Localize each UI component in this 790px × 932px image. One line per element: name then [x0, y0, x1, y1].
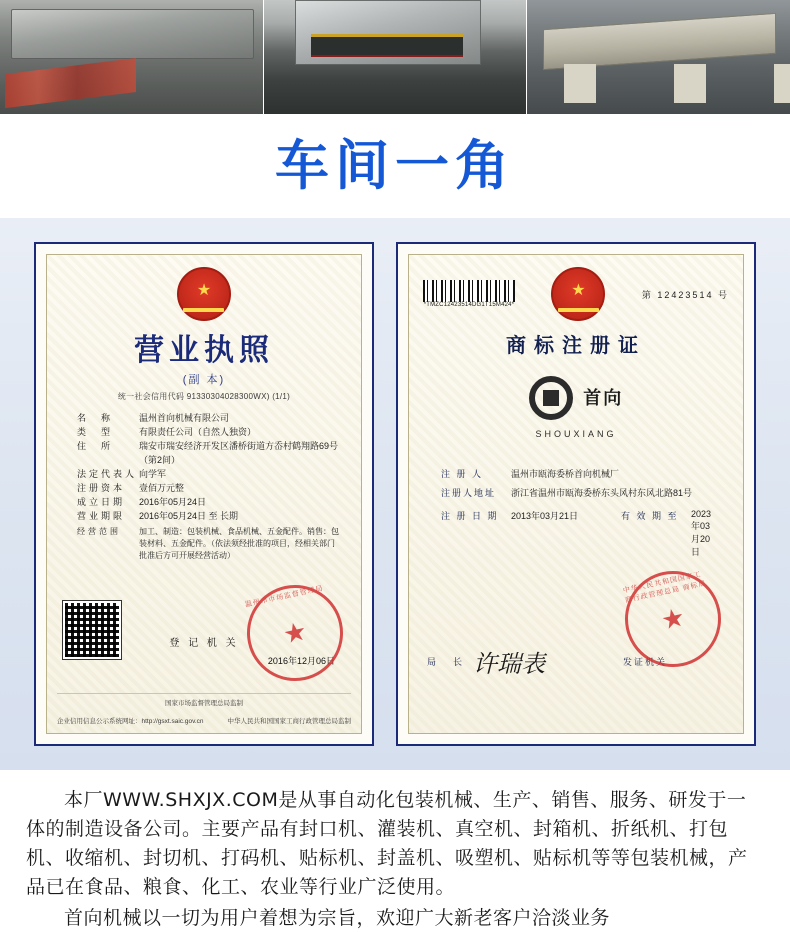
trademark-title: 商标注册证 — [423, 329, 729, 358]
trademark-field-key: 注册人地址 — [441, 484, 511, 503]
license-foot-note: 国家市场监督管理总局监制 — [57, 693, 351, 707]
intro-paragraph-1: 本厂WWW.SHXJX.COM是从事自动化包装机械、生产、销售、服务、研发于一体的制造设备公司。主要产品有封口机、灌装机、真空机、封箱机、折纸机、打包机、收缩机、封切机、打码机、贴标机、封盖机、吸塑机、贴标机等等包装机械，产品已在食品、粮食、化工、农业等行业广泛使用。 — [26, 786, 764, 902]
trademark-number-block — [642, 288, 729, 301]
license-field-row — [77, 510, 341, 524]
intro-paragraph-2: 首向机械以一切为用户着想为宗旨，欢迎广大新老客户洽淡业务 — [26, 904, 764, 932]
brand-name: 首向 — [583, 384, 623, 410]
license-field-row — [77, 426, 341, 440]
license-scope-key: 经营范围 — [77, 526, 139, 562]
emblem-bar — [183, 308, 224, 312]
certificates-panel — [0, 218, 790, 770]
photo-shade — [0, 0, 263, 114]
national-emblem-icon — [551, 267, 605, 321]
trademark-no-label: 第 — [642, 290, 653, 300]
license-field-key: 住 所 — [77, 440, 139, 468]
license-field-value: 2016年05月24日 至 长期 — [139, 510, 341, 524]
trademark-certificate — [396, 242, 756, 746]
license-field-key: 法定代表人 — [77, 468, 139, 482]
photo-shade — [527, 0, 790, 114]
national-emblem-icon — [177, 267, 231, 321]
issuer-label: 发证机关 — [623, 655, 703, 668]
license-title: 营业执照 — [61, 325, 347, 369]
seal-star-icon: ★ — [280, 615, 309, 650]
trademark-no-suffix: 号 — [718, 290, 729, 300]
trademark-field-value: 温州市瓯海委桥首向机械厂 — [511, 465, 711, 484]
brand-logo — [501, 376, 651, 439]
workshop-photo-1 — [0, 0, 263, 114]
trademark-field-value: 浙江省温州市瓯海委桥东头风村东风北路81号 — [511, 484, 711, 503]
license-field-key: 成立日期 — [77, 496, 139, 510]
license-field-key: 类 型 — [77, 426, 139, 440]
section-title-band — [0, 114, 790, 218]
workshop-photo-3 — [527, 0, 790, 114]
barcode-number: *TMZC12423514DG1T15M424* — [423, 302, 515, 308]
trademark-field-row — [441, 484, 711, 503]
signature-label: 局 长 — [427, 655, 473, 668]
brand-latin-name: SHOUXIANG — [501, 429, 651, 439]
license-field-row — [77, 496, 341, 510]
emblem-star: ★ — [571, 283, 585, 299]
license-field-row — [77, 468, 341, 482]
license-field-value: 瑞安市瑞安经济开发区潘桥街道方岙村鹤翔路69号（第2间） — [139, 440, 341, 468]
emblem-star: ★ — [197, 283, 211, 299]
license-foot-row — [57, 716, 351, 725]
license-scope-row — [77, 526, 341, 562]
page-title: 车间一角 — [275, 139, 515, 193]
license-field-value: 有限责任公司（自然人独资） — [139, 426, 341, 440]
license-field-key: 名 称 — [77, 412, 139, 426]
license-subtitle: (副 本) — [61, 371, 347, 387]
trademark-dates-row — [441, 509, 711, 558]
trademark-header — [423, 265, 729, 323]
workshop-photo-strip — [0, 0, 790, 114]
license-field-row — [77, 412, 341, 426]
qr-code — [63, 601, 121, 659]
license-field-value: 向学军 — [139, 468, 341, 482]
license-credit-code: 统一社会信用代码 91330304028300WX) (1/1) — [61, 391, 347, 402]
official-seal — [238, 576, 352, 690]
license-field-row — [77, 482, 341, 496]
license-field-value: 温州首向机械有限公司 — [139, 412, 341, 426]
certificates-row — [34, 242, 756, 746]
business-license-inner — [46, 254, 362, 734]
barcode-icon — [423, 280, 515, 302]
trademark-field-list — [441, 465, 711, 503]
license-foot-left: 企业信用信息公示系统网址：http://gsxt.saic.gov.cn — [57, 716, 204, 725]
license-scope-value: 加工、制造：包装机械、食品机械、五金配件。销售：包装材料、五金配件。（依法须经批准的项目，经相关部门批准后方可开展经营活动） — [139, 526, 341, 562]
license-field-key: 营业期限 — [77, 510, 139, 524]
license-foot-right: 中华人民共和国国家工商行政管理总局监制 — [227, 716, 351, 725]
business-license-certificate — [34, 242, 374, 746]
trademark-valid-label: 有 效 期 至 — [621, 509, 691, 558]
license-field-key: 注册资本 — [77, 482, 139, 496]
trademark-date-value: 2013年03月21日 — [511, 509, 621, 558]
trademark-field-key: 注 册 人 — [441, 465, 511, 484]
seal-text: 中华人民共和国国家工商行政管理总局 商标局 — [622, 568, 724, 670]
trademark-valid-value: 2023年03月20日 — [691, 509, 711, 558]
signature-name: 许瑞表 — [473, 644, 623, 679]
trademark-field-row — [441, 465, 711, 484]
trademark-barcode-block — [423, 280, 515, 308]
trademark-inner — [408, 254, 744, 734]
photo-shade — [264, 0, 527, 114]
workshop-photo-2 — [264, 0, 527, 114]
license-register-date: 2016年12月06日 — [268, 654, 335, 667]
company-introduction — [0, 770, 790, 932]
gear-icon — [529, 376, 573, 420]
seal-text: 温州市市场监督管理局 — [244, 582, 346, 684]
license-field-row — [77, 440, 341, 468]
license-register-org: 登 记 机 关 — [169, 634, 238, 649]
emblem-bar — [558, 308, 599, 312]
license-field-value: 壹佰万元整 — [139, 482, 341, 496]
license-field-value: 2016年05月24日 — [139, 496, 341, 510]
license-field-list — [77, 412, 341, 524]
trademark-no-value: 12423514 — [657, 290, 713, 300]
trademark-date-label: 注 册 日 期 — [441, 509, 511, 558]
seal-star-icon: ★ — [658, 601, 687, 636]
